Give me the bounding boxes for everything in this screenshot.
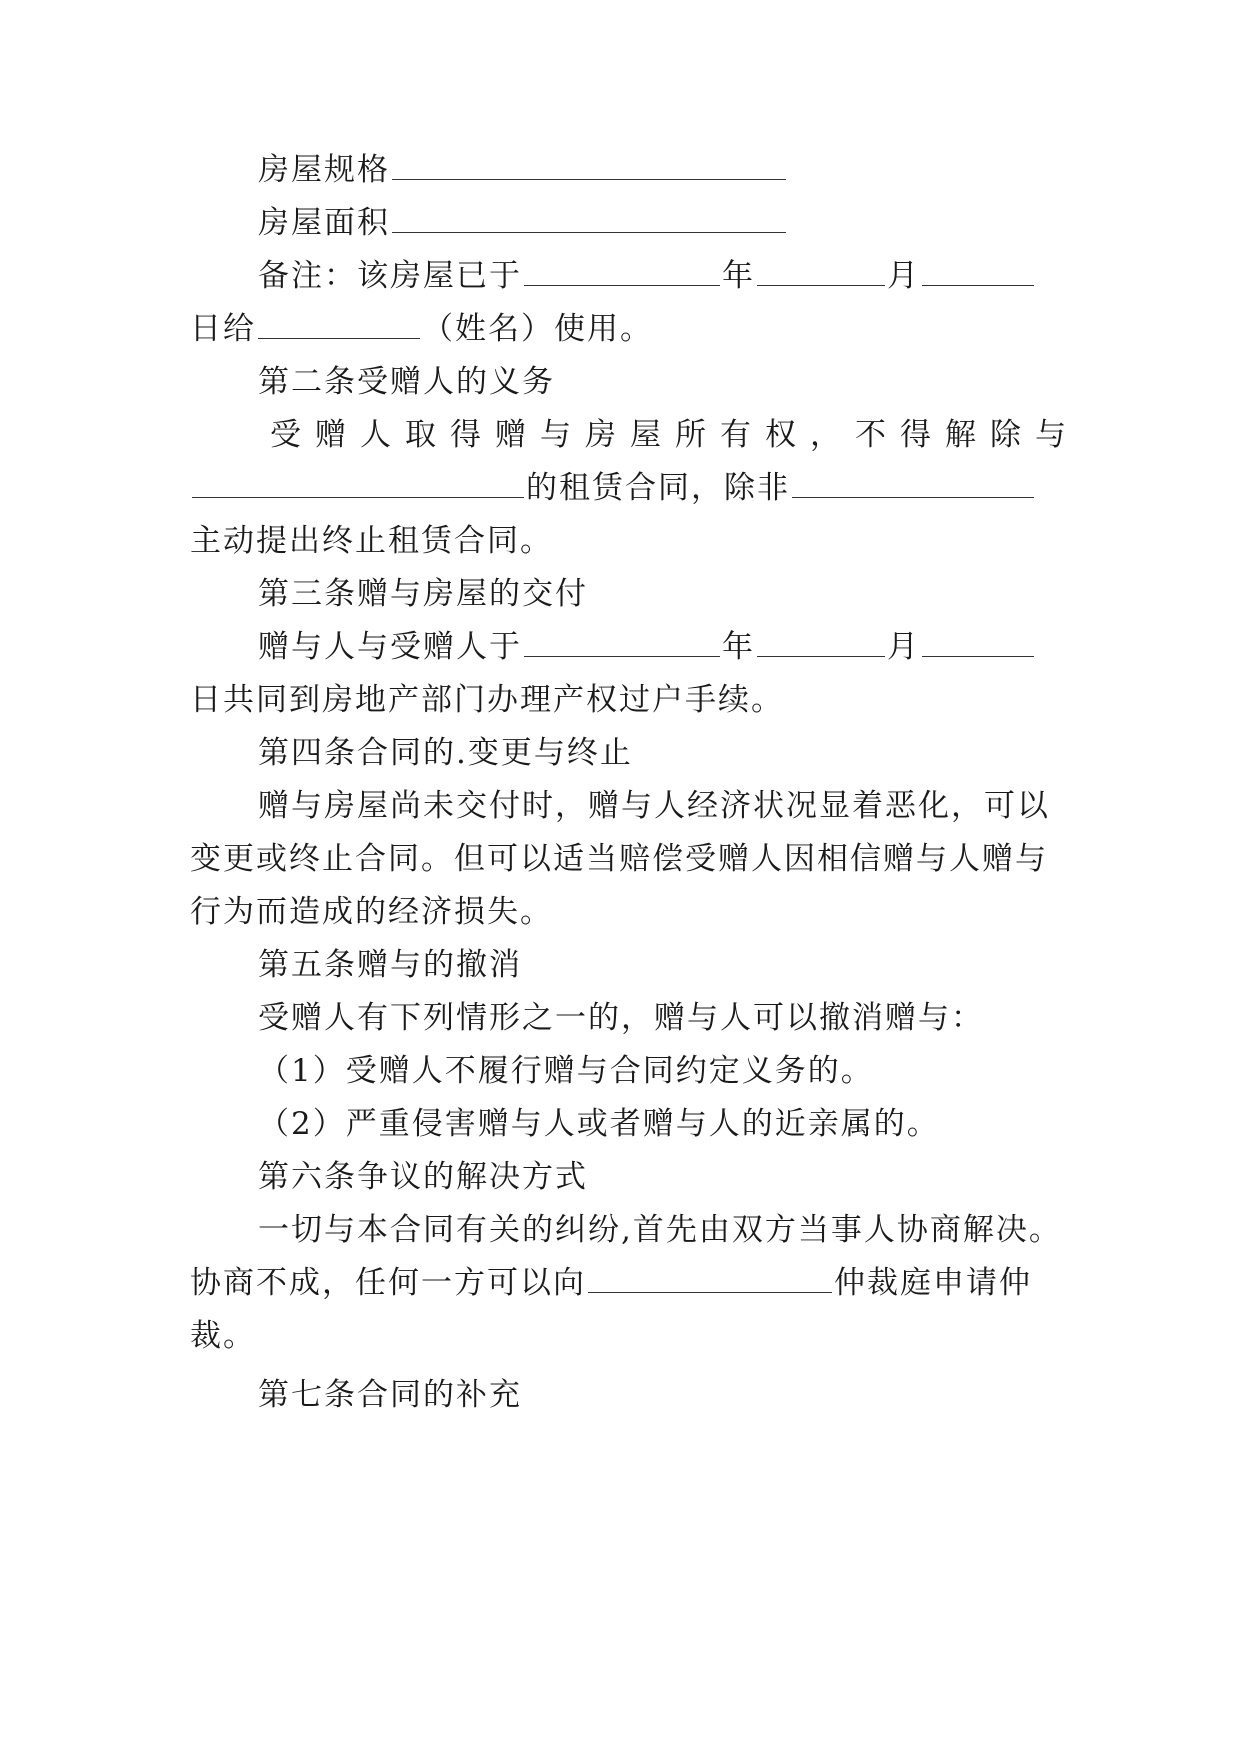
article-6-title: 第六条争议的解决方式: [258, 1159, 588, 1195]
article-6-para-2: [190, 1263, 1060, 1303]
article-3-para-1: [258, 627, 1060, 667]
article-3-title: 第三条赠与房屋的交付: [258, 576, 588, 612]
transfer-day-blank[interactable]: [922, 628, 1034, 657]
house-spec-line: [258, 150, 1060, 190]
article-2-lease-text: 的租赁合同，除非: [526, 470, 790, 506]
note-day-blank[interactable]: [922, 257, 1034, 286]
article-4-para-1: 赠与房屋尚未交付时，赠与人经济状况显着恶化，可以: [258, 788, 1050, 824]
article-5-title: 第五条赠与的撤消: [258, 947, 522, 983]
house-area-line: [258, 203, 1060, 243]
article-4-para-3: 行为而造成的经济损失。: [190, 894, 553, 930]
lease-party-blank[interactable]: [192, 469, 524, 498]
article-6-arbitration-text: 仲裁庭申请仲: [834, 1265, 1032, 1301]
note-day-label: 日给: [190, 311, 256, 347]
note-year-label: 年: [722, 258, 755, 294]
note-use-text: （姓名）使用。: [422, 311, 653, 347]
transfer-year-blank[interactable]: [524, 628, 720, 657]
article-5-item-1: （1）受赠人不履行赠与合同约定义务的。: [258, 1053, 874, 1089]
article-6-para-3: 裁。: [190, 1318, 256, 1354]
article-5-para-1: 受赠人有下列情形之一的，赠与人可以撤消赠与：: [258, 1000, 984, 1036]
article-5-item-2: （2）严重侵害赠与人或者赠与人的近亲属的。: [258, 1106, 940, 1142]
house-spec-blank[interactable]: [392, 151, 786, 180]
note-month-label: 月: [887, 258, 920, 294]
article-2-para-3: 主动提出终止租赁合同。: [190, 523, 553, 559]
house-spec-label: 房屋规格: [258, 152, 390, 188]
note-line: [258, 256, 1060, 296]
article-3-text: 赠与人与受赠人于: [258, 629, 522, 665]
note-text: 备注：该房屋已于: [258, 258, 522, 294]
article-2-para-1: 受赠人取得赠与房屋所有权，不得解除与: [270, 417, 1080, 453]
article-2-title: 第二条受赠人的义务: [258, 364, 555, 400]
article-3-para-2: 日共同到房地产部门办理产权过户手续。: [190, 682, 784, 718]
article-6-para-1: 一切与本合同有关的纠纷,首先由双方当事人协商解决。: [258, 1212, 1062, 1248]
note-line-2: [190, 309, 1060, 349]
arbitration-blank[interactable]: [588, 1264, 832, 1293]
note-name-blank[interactable]: [258, 310, 420, 339]
house-area-blank[interactable]: [392, 204, 786, 233]
note-year-blank[interactable]: [524, 257, 720, 286]
article-2-para-2: [190, 468, 1060, 508]
transfer-year-label: 年: [722, 629, 755, 665]
lessee-blank[interactable]: [792, 469, 1034, 498]
article-7-title: 第七条合同的补充: [258, 1377, 522, 1413]
article-4-para-2: 变更或终止合同。但可以适当赔偿受赠人因相信赠与人赠与: [190, 841, 1048, 877]
transfer-month-blank[interactable]: [757, 628, 885, 657]
article-6-text: 协商不成，任何一方可以向: [190, 1265, 586, 1301]
house-area-label: 房屋面积: [258, 205, 390, 241]
article-4-title: 第四条合同的.变更与终止: [258, 735, 633, 771]
transfer-month-label: 月: [887, 629, 920, 665]
note-month-blank[interactable]: [757, 257, 885, 286]
